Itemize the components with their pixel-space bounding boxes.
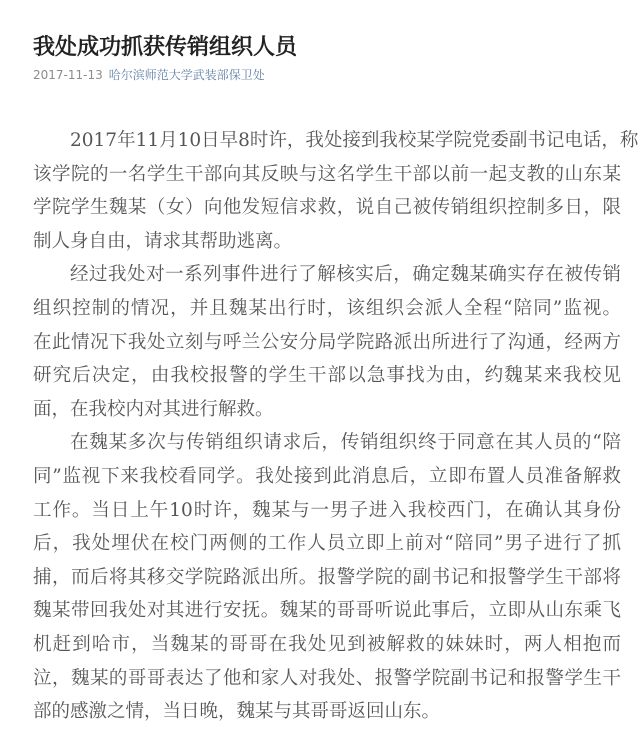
paragraph-line: 泣，魏某的哥哥表达了他和家人对我处、报警学院副书记和报警学生干 [33, 667, 621, 689]
paragraph-line: 学院学生魏某（女）向他发短信求救，说自己被传销组织控制多日，限 [33, 197, 621, 219]
paragraph-line: 部的感激之情，当日晚，魏某与其哥哥返回山东。 [33, 701, 441, 723]
paragraph-line: 在魏某多次与传销组织请求后，传销组织终于同意在其人员的“陪 [70, 432, 621, 454]
paragraph [33, 426, 621, 728]
account-name-link[interactable]: 哈尔滨师范大学武装部保卫处 [108, 68, 265, 82]
paragraph [33, 258, 621, 426]
paragraph-line: 经过我处对一系列事件进行了解核实后，确定魏某确实存在被传销 [70, 264, 621, 286]
article-body [33, 124, 639, 729]
paragraph-line: 组织控制的情况，并且魏某出行时，该组织会派人全程“陪同”监视。 [33, 297, 621, 319]
paragraph-line: 该学院的一名学生干部向其反映与这名学生干部以前一起支教的山东某 [33, 163, 621, 185]
paragraph-line: 在此情况下我处立刻与呼兰公安分局学院路派出所进行了沟通，经两方 [33, 331, 621, 353]
article-title: 我处成功抓获传销组织人员 [33, 35, 298, 60]
paragraph-line: 面，在我校内对其进行解救。 [33, 398, 274, 420]
publish-date: 2017-11-13 [33, 68, 103, 82]
paragraph-line: 研究后决定，由我校报警的学生干部以急事找为由，约魏某来我校见 [33, 365, 621, 387]
paragraph-line: 同”监视下来我校看同学。我处接到此消息后，立即布置人员准备解救 [33, 465, 621, 487]
paragraph-line: 机赶到哈市，当魏某的哥哥在我处见到被解救的妹妹时，两人相抱而 [33, 633, 621, 655]
paragraph-line: 捕，而后将其移交学院路派出所。报警学院的副书记和报警学生干部将 [33, 566, 621, 588]
paragraph-line: 2017年11月10日早8时许，我处接到我校某学院党委副书记电话，称 [70, 130, 639, 151]
paragraph-line: 工作。当日上午10时许，魏某与一男子进入我校西门，在确认其身份 [33, 499, 621, 521]
paragraph-line: 魏某带回我处对其进行安抚。魏某的哥哥听说此事后，立即从山东乘飞 [33, 600, 621, 622]
paragraph [33, 124, 639, 258]
paragraph-line: 制人身自由，请求其帮助逃离。 [33, 230, 293, 252]
paragraph-line: 后，我处埋伏在校门两侧的工作人员立即上前对“陪同”男子进行了抓 [33, 533, 621, 555]
article-meta [33, 66, 265, 83]
